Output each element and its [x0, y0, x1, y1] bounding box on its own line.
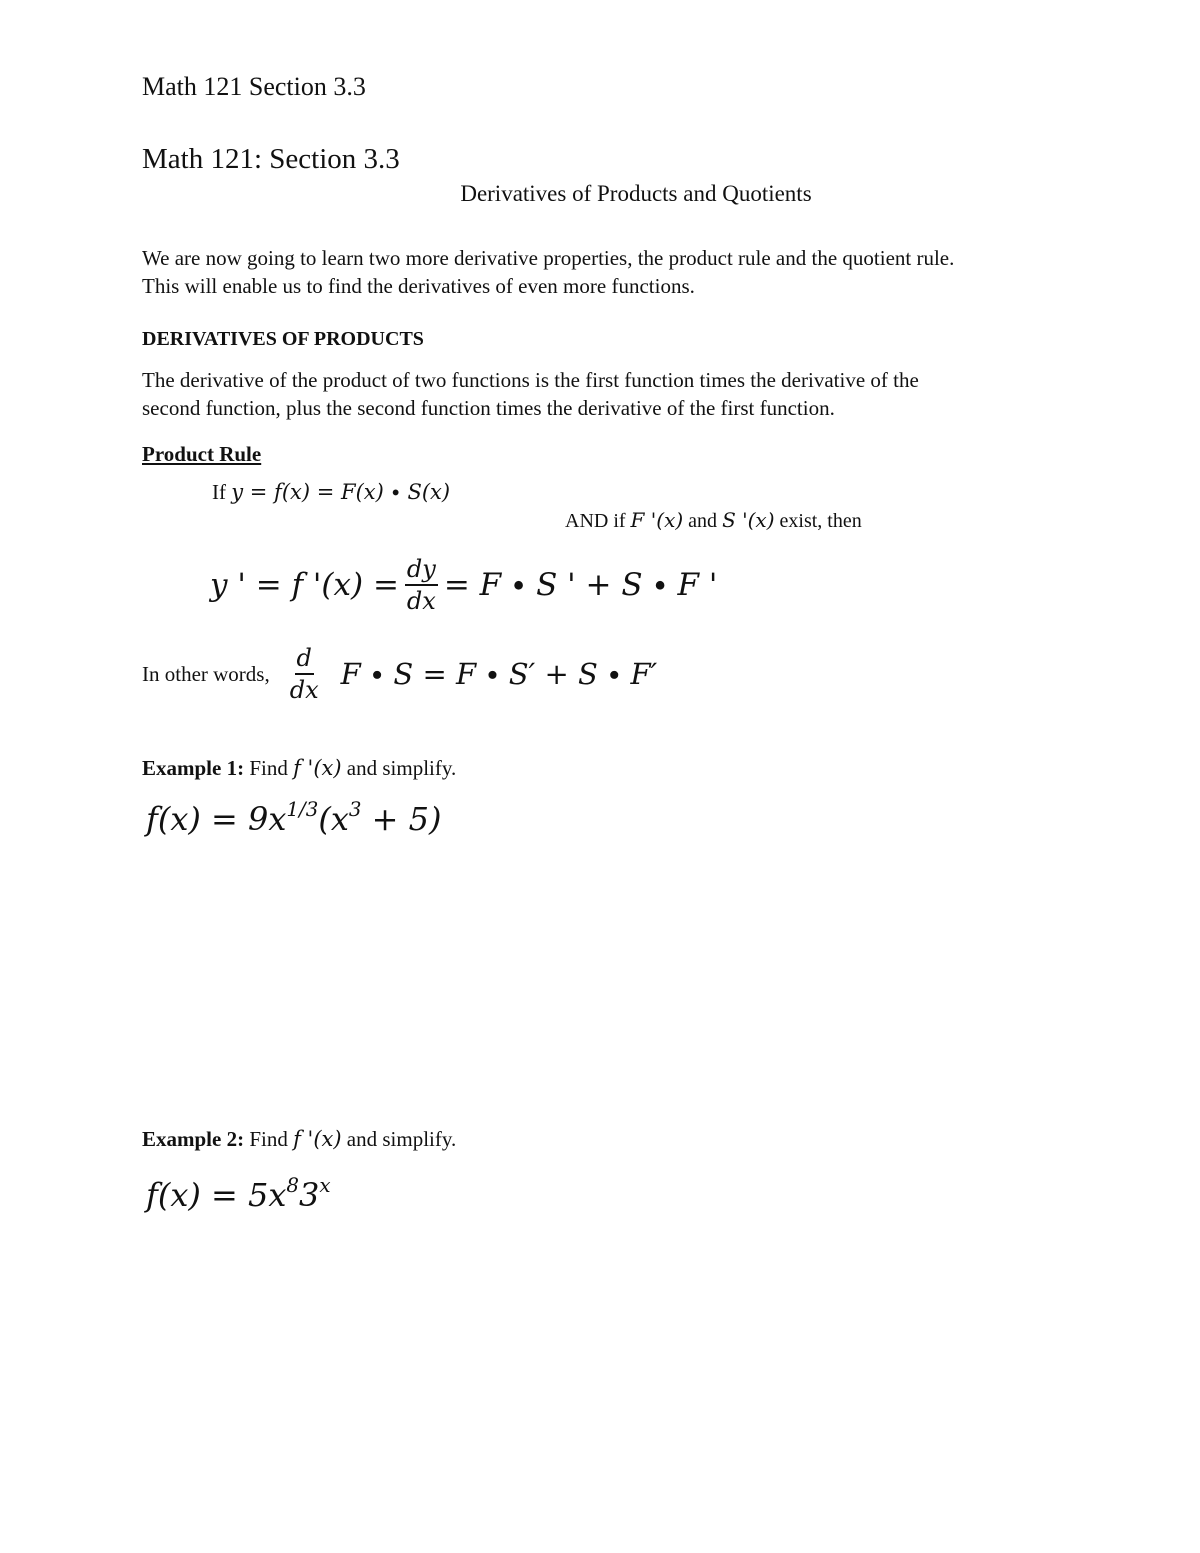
intro-paragraph: [142, 244, 954, 300]
example-2-tail: and simplify.: [346, 1127, 457, 1151]
ex2-exponent-2: x: [319, 1174, 331, 1198]
ex2-exponent-1: 8: [286, 1174, 300, 1198]
and-f-prime: F '(x): [630, 508, 684, 532]
dy-dx-fraction: [405, 556, 438, 615]
ex1-mid: (x: [318, 800, 349, 838]
other-words-label: In other words,: [142, 661, 270, 686]
example-1-function: [146, 800, 442, 838]
product-rule-heading: Product Rule: [142, 442, 262, 466]
page-title: Math 121: Section 3.3: [142, 143, 400, 175]
eq-right: = F ∙ S ' + S ∙ F ': [443, 567, 718, 604]
example-1-find: Find: [249, 756, 288, 780]
and-label: AND if: [565, 510, 626, 532]
section-heading: DERIVATIVES OF PRODUCTS: [142, 328, 424, 350]
example-2-find: Find: [249, 1127, 288, 1151]
ex1-exponent-2: 3: [348, 798, 362, 822]
page-header: Math 121 Section 3.3: [142, 72, 366, 101]
if-label: If: [212, 480, 226, 504]
product-rule-if-line: [212, 480, 450, 505]
example-2-label: Example 2:: [142, 1127, 245, 1151]
and-word: and: [688, 510, 718, 532]
intro-line-2: This will enable us to find the derivatives of even more functions.: [142, 274, 695, 298]
ex1-lhs: f(x) = 9x: [146, 800, 287, 838]
fraction-denominator: dx: [406, 587, 436, 616]
product-rule-condition: [565, 508, 862, 533]
page-subtitle: Derivatives of Products and Quotients: [460, 181, 812, 206]
example-1-label: Example 1:: [142, 756, 245, 780]
fraction-numerator: dy: [405, 556, 438, 586]
description-line-1: The derivative of the product of two functions is the first function times the derivative of the: [142, 368, 919, 392]
other-words-formula: F ∙ S = F ∙ S′ + S ∙ F′: [340, 657, 658, 692]
eq-left: y ' = f '(x) =: [210, 567, 399, 604]
product-rule-equation: [210, 556, 717, 615]
ex1-rhs: + 5): [361, 800, 442, 838]
intro-line-1: We are now going to learn two more derivative properties, the product rule and the quotient rule.: [142, 246, 955, 270]
ex2-lhs: f(x) = 5x: [146, 1176, 287, 1214]
d-dx-fraction: [290, 645, 319, 704]
other-words-line: [142, 645, 657, 704]
example-2-function: [146, 1176, 331, 1214]
d-denominator: dx: [289, 676, 319, 705]
example-2-fn: f '(x): [293, 1127, 342, 1151]
example-1-tail: and simplify.: [346, 756, 457, 780]
description-line-2: second function, plus the second function times the derivative of the first function.: [142, 396, 835, 420]
description-paragraph: [142, 366, 919, 422]
if-formula: y = f(x) = F(x) ∙ S(x): [231, 480, 451, 504]
and-s-prime: S '(x): [722, 508, 775, 532]
ex1-exponent-1: 1/3: [286, 798, 319, 822]
ex2-base-2: 3: [299, 1176, 320, 1214]
d-numerator: d: [295, 645, 314, 675]
and-tail: exist, then: [779, 510, 862, 532]
example-1-prompt: [142, 756, 456, 781]
example-2-prompt: [142, 1127, 456, 1152]
example-1-fn: f '(x): [293, 756, 342, 780]
